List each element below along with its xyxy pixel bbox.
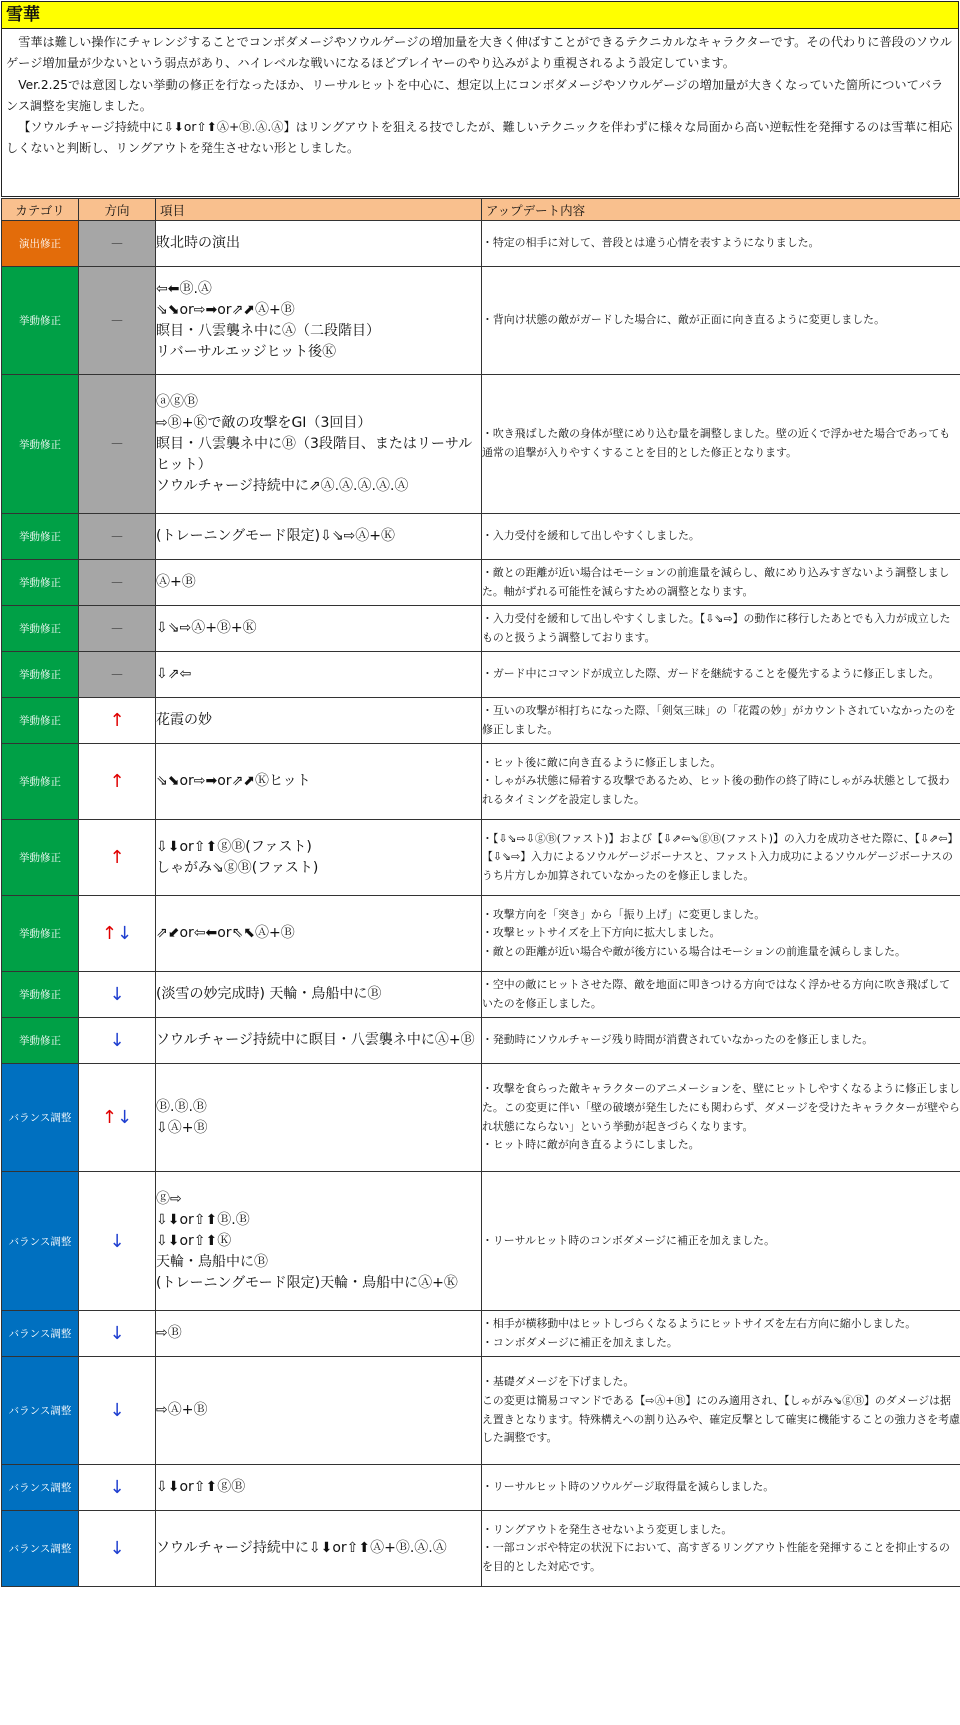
category-cell: 挙動修正 (2, 560, 79, 606)
table-row (2, 1018, 960, 1064)
table-row (2, 1311, 960, 1357)
direction-cell (79, 1465, 156, 1511)
item-cell (156, 560, 482, 606)
item-line: ⇦⬅Ⓑ.Ⓐ (156, 279, 481, 300)
item-line: ⇘⬊or⇨➡or⇗⬈Ⓐ+Ⓑ (156, 300, 481, 321)
category-cell: 挙動修正 (2, 896, 79, 972)
update-cell (482, 1064, 960, 1172)
direction-cell (79, 1172, 156, 1311)
arrow-down-icon: ↓ (109, 984, 124, 1005)
category-cell: 挙動修正 (2, 267, 79, 375)
item-line: ⇘⬊or⇨➡or⇗⬈Ⓚヒット (156, 771, 481, 792)
category-cell: 挙動修正 (2, 1018, 79, 1064)
update-cell (482, 972, 960, 1018)
category-cell: 挙動修正 (2, 972, 79, 1018)
table-header-row (2, 199, 960, 221)
table-row (2, 606, 960, 652)
patch-notes-page (1, 1, 959, 1723)
item-line: Ⓐ+Ⓑ (156, 572, 481, 593)
update-line: ・一部コンボや特定の状況下において、高すぎるリングアウト性能を発揮することを抑止するのを目的とした対応です。 (482, 1539, 960, 1576)
item-line: リバーサルエッジヒット後Ⓚ (156, 342, 481, 363)
patch-table (1, 198, 960, 1587)
table-row (2, 652, 960, 698)
update-cell (482, 698, 960, 744)
direction-cell: － (79, 606, 156, 652)
item-cell (156, 652, 482, 698)
category-cell: 挙動修正 (2, 514, 79, 560)
item-line: ⇨Ⓑ+Ⓚで敵の攻撃をGI（3回目） (156, 413, 481, 434)
item-cell (156, 1465, 482, 1511)
item-cell (156, 1357, 482, 1465)
update-line: ・攻撃を食らった敵キャラクターのアニメーションを、壁にヒットしやすくなるように修正しました。この変更に伴い「壁の破壊が発生したにも関わらず、ダメージを受けたキャラクターが壁やられ状態にならない」という挙動が起きづらくなります。 (482, 1080, 960, 1136)
direction-cell (79, 820, 156, 896)
direction-cell: － (79, 652, 156, 698)
update-cell (482, 744, 960, 820)
update-cell (482, 1018, 960, 1064)
arrow-up-icon: ↑ (109, 847, 124, 868)
column-header-direction: 方向 (79, 199, 156, 221)
update-line: ・互いの攻撃が相打ちになった際、「剣気三昧」の「花霞の妙」がカウントされていなかったのを修正しました。 (482, 702, 960, 739)
item-line: ⇨Ⓑ (156, 1323, 481, 1344)
update-line: ・【⇩⇘⇨⇩ⓖⒷ(ファスト)】および【⇩⇗⇦⇘ⓖⒷ(ファスト)】の入力を成功させた際に、【⇩⇗⇦】【⇩⇘⇨】入力によるソウルゲージボーナスと、ファスト入力成功によるソウルゲージボーナスのうち片方しか加算されていなかったのを修正しました。 (482, 830, 960, 886)
intro-text (2, 29, 958, 160)
direction-cell (79, 698, 156, 744)
column-header-item: 項目 (156, 199, 482, 221)
direction-cell (79, 1018, 156, 1064)
update-cell (482, 1465, 960, 1511)
table-row (2, 1465, 960, 1511)
intro-paragraph: Ver.2.25では意図しない挙動の修正を行なったほか、リーサルヒットを中心に、想定以上にコンボダメージやソウルゲージの増加量が大きくなっていた箇所についてバランス調整を実施しました。 (6, 75, 954, 118)
update-line: ・攻撃方向を「突き」から「振り上げ」に変更しました。 (482, 906, 960, 925)
item-line: 天輪・鳥船中にⒷ (156, 1252, 481, 1273)
item-cell (156, 820, 482, 896)
intro-paragraph: 【ソウルチャージ持続中に⇩⬇or⇧⬆Ⓐ+Ⓑ.Ⓐ.Ⓐ】はリングアウトを狙える技でしたが、難しいテクニックを伴わずに様々な局面から高い逆転性を発揮するのは雪華に相応しくないと判断し、リングアウトを発生させない形としました。 (6, 117, 954, 160)
update-line: ・発動時にソウルチャージ残り時間が消費されていなかったのを修正しました。 (482, 1031, 960, 1050)
item-cell (156, 606, 482, 652)
item-line: (トレーニングモード限定)⇩⇘⇨Ⓐ+Ⓚ (156, 526, 481, 547)
table-row (2, 820, 960, 896)
update-line: ・相手が横移動中はヒットしづらくなるようにヒットサイズを左右方向に縮小しました。 (482, 1315, 960, 1334)
table-row (2, 1357, 960, 1465)
update-line: ・入力受付を緩和して出しやすくしました。【⇩⇘⇨】の動作に移行したあとでも入力が成立したものと扱うよう調整しております。 (482, 610, 960, 647)
direction-cell (79, 1511, 156, 1587)
item-line: しゃがみ⇘ⓖⒷ(ファスト) (156, 858, 481, 879)
item-line: (淡雪の妙完成時) 天輪・鳥船中にⒷ (156, 984, 481, 1005)
item-cell (156, 896, 482, 972)
item-line: 瞑目・八雲襲ネ中にⒶ（二段階目） (156, 321, 481, 342)
item-line: ⇩Ⓐ+Ⓑ (156, 1118, 481, 1139)
item-line: 敗北時の演出 (156, 233, 481, 254)
item-line: ⇗⬋or⇦⬅or⇖⬉Ⓐ+Ⓑ (156, 923, 481, 944)
item-cell (156, 1511, 482, 1587)
update-line: ・しゃがみ状態に帰着する攻撃であるため、ヒット後の動作の終了時にしゃがみ状態として扱われるタイミングを設定しました。 (482, 772, 960, 809)
table-row (2, 744, 960, 820)
item-cell (156, 744, 482, 820)
item-cell (156, 972, 482, 1018)
update-cell (482, 820, 960, 896)
category-cell: 挙動修正 (2, 820, 79, 896)
item-cell (156, 1311, 482, 1357)
direction-cell: － (79, 560, 156, 606)
arrow-up-icon: ↑ (109, 771, 124, 792)
character-title: 雪華 (2, 2, 958, 29)
direction-cell (79, 1311, 156, 1357)
direction-cell: － (79, 267, 156, 375)
item-line: 花霞の妙 (156, 710, 481, 731)
category-cell: バランス調整 (2, 1465, 79, 1511)
update-line: ・基礎ダメージを下げました。 (482, 1373, 960, 1392)
item-line: Ⓑ.Ⓑ.Ⓑ (156, 1097, 481, 1118)
update-cell (482, 652, 960, 698)
table-body (2, 221, 960, 1587)
arrow-down-icon: ↓ (109, 1538, 124, 1559)
item-line: ⇩⬇or⇧⬆ⓖⒷ(ファスト) (156, 837, 481, 858)
update-line: ・背向け状態の敵がガードした場合に、敵が正面に向き直るように変更しました。 (482, 311, 960, 330)
table-row (2, 1511, 960, 1587)
category-cell: 挙動修正 (2, 652, 79, 698)
arrow-down-icon: ↓ (109, 1400, 124, 1421)
update-cell (482, 560, 960, 606)
table-row (2, 560, 960, 606)
category-cell: バランス調整 (2, 1311, 79, 1357)
update-line: ・敵との距離が近い場合や敵が後方にいる場合はモーションの前進量を減らしました。 (482, 943, 960, 962)
update-line: この変更は簡易コマンドである【⇨Ⓐ+Ⓑ】にのみ適用され、【しゃがみ⇘ⓖⒷ】のダメージは据え置きとなります。特殊構えへの割り込みや、確定反撃として確実に機能することの強力さを考慮した調整です。 (482, 1392, 960, 1448)
category-cell: 挙動修正 (2, 606, 79, 652)
item-line: ⇩⬇or⇧⬆Ⓚ (156, 1231, 481, 1252)
column-header-update: アップデート内容 (482, 199, 960, 221)
intro-box (1, 1, 959, 197)
arrow-down-icon: ↓ (109, 1231, 124, 1252)
arrow-down-icon: ↓ (109, 1477, 124, 1498)
update-line: ・コンボダメージに補正を加えました。 (482, 1334, 960, 1353)
update-line: ・特定の相手に対して、普段とは違う心情を表すようになりました。 (482, 234, 960, 253)
item-cell (156, 267, 482, 375)
direction-cell (79, 1357, 156, 1465)
direction-cell: － (79, 514, 156, 560)
update-cell (482, 1311, 960, 1357)
category-cell: 挙動修正 (2, 744, 79, 820)
arrow-up-icon: ↑ (102, 1107, 117, 1128)
item-line: ⇩⇗⇦ (156, 664, 481, 685)
update-line: ・リーサルヒット時のソウルゲージ取得量を減らしました。 (482, 1478, 960, 1497)
update-line: ・空中の敵にヒットさせた際、敵を地面に叩きつける方向ではなく浮かせる方向に吹き飛ばしていたのを修正しました。 (482, 976, 960, 1013)
arrow-down-icon: ↓ (109, 1323, 124, 1344)
category-cell: バランス調整 (2, 1172, 79, 1311)
update-cell (482, 514, 960, 560)
category-cell: 挙動修正 (2, 698, 79, 744)
item-cell (156, 514, 482, 560)
category-cell: バランス調整 (2, 1357, 79, 1465)
update-cell (482, 1172, 960, 1311)
direction-cell (79, 1064, 156, 1172)
table-row (2, 375, 960, 514)
column-header-category: カテゴリ (2, 199, 79, 221)
item-cell (156, 1172, 482, 1311)
update-line: ・ヒット後に敵に向き直るように修正しました。 (482, 754, 960, 773)
table-row (2, 972, 960, 1018)
item-cell (156, 375, 482, 514)
update-cell (482, 896, 960, 972)
item-line: ⓖ⇨ (156, 1189, 481, 1210)
direction-cell (79, 972, 156, 1018)
item-line: 瞑目・八雲襲ネ中にⒷ（3段階目、またはリーサル (156, 434, 481, 455)
category-cell: バランス調整 (2, 1064, 79, 1172)
item-cell (156, 1064, 482, 1172)
item-line: ソウルチャージ持続中に⇩⬇or⇧⬆Ⓐ+Ⓑ.Ⓐ.Ⓐ (156, 1538, 481, 1559)
table-row (2, 514, 960, 560)
item-line: ⓐⓖⒷ (156, 392, 481, 413)
item-line: ソウルチャージ持続中に瞑目・八雲襲ネ中にⒶ+Ⓑ (156, 1030, 481, 1051)
update-line: ・敵との距離が近い場合はモーションの前進量を減らし、敵にめり込みすぎないよう調整しました。軸がずれる可能性を減らすための調整となります。 (482, 564, 960, 601)
item-cell (156, 221, 482, 267)
intro-paragraph: 雪華は難しい操作にチャレンジすることでコンボダメージやソウルゲージの増加量を大きく伸ばすことができるテクニカルなキャラクターです。その代わりに普段のソウルゲージ増加量が少ないという弱点があり、ハイレベルな戦いになるほどプレイヤーのやり込みがより重視されるよう設定しています。 (6, 32, 954, 75)
table-row (2, 1064, 960, 1172)
table-row (2, 698, 960, 744)
update-line: ・入力受付を緩和して出しやすくしました。 (482, 527, 960, 546)
arrow-up-icon: ↑ (102, 923, 117, 944)
table-row (2, 896, 960, 972)
arrow-down-icon: ↓ (117, 923, 132, 944)
update-cell (482, 375, 960, 514)
table-row (2, 267, 960, 375)
direction-cell (79, 744, 156, 820)
update-line: ・リングアウトを発生させないよう変更しました。 (482, 1521, 960, 1540)
arrow-down-icon: ↓ (117, 1107, 132, 1128)
item-cell (156, 1018, 482, 1064)
category-cell: 演出修正 (2, 221, 79, 267)
arrow-up-icon: ↑ (109, 710, 124, 731)
update-cell (482, 267, 960, 375)
update-line: ・攻撃ヒットサイズを上下方向に拡大しました。 (482, 924, 960, 943)
update-line: ・ガード中にコマンドが成立した際、ガードを継続することを優先するように修正しました。 (482, 665, 960, 684)
update-line: ・ヒット時に敵が向き直るようにしました。 (482, 1136, 960, 1155)
update-cell (482, 1357, 960, 1465)
table-row (2, 221, 960, 267)
update-cell (482, 1511, 960, 1587)
item-line: ヒット） (156, 455, 481, 476)
item-cell (156, 698, 482, 744)
update-line: ・リーサルヒット時のコンボダメージに補正を加えました。 (482, 1232, 960, 1251)
direction-cell: － (79, 375, 156, 514)
update-cell (482, 221, 960, 267)
item-line: ソウルチャージ持続中に⇗Ⓐ.Ⓐ.Ⓐ.Ⓐ.Ⓐ (156, 476, 481, 497)
direction-cell: － (79, 221, 156, 267)
item-line: ⇨Ⓐ+Ⓑ (156, 1400, 481, 1421)
update-line: ・吹き飛ばした敵の身体が壁にめり込む量を調整しました。壁の近くで浮かせた場合であっても通常の追撃が入りやすくすることを目的とした修正となります。 (482, 425, 960, 462)
item-line: ⇩⬇or⇧⬆ⓖⒷ (156, 1477, 481, 1498)
item-line: ⇩⇘⇨Ⓐ+Ⓑ+Ⓚ (156, 618, 481, 639)
item-line: (トレーニングモード限定)天輪・鳥船中にⒶ+Ⓚ (156, 1273, 481, 1294)
direction-cell (79, 896, 156, 972)
table-row (2, 1172, 960, 1311)
arrow-down-icon: ↓ (109, 1030, 124, 1051)
category-cell: 挙動修正 (2, 375, 79, 514)
update-cell (482, 606, 960, 652)
category-cell: バランス調整 (2, 1511, 79, 1587)
item-line: ⇩⬇or⇧⬆Ⓑ.Ⓑ (156, 1210, 481, 1231)
